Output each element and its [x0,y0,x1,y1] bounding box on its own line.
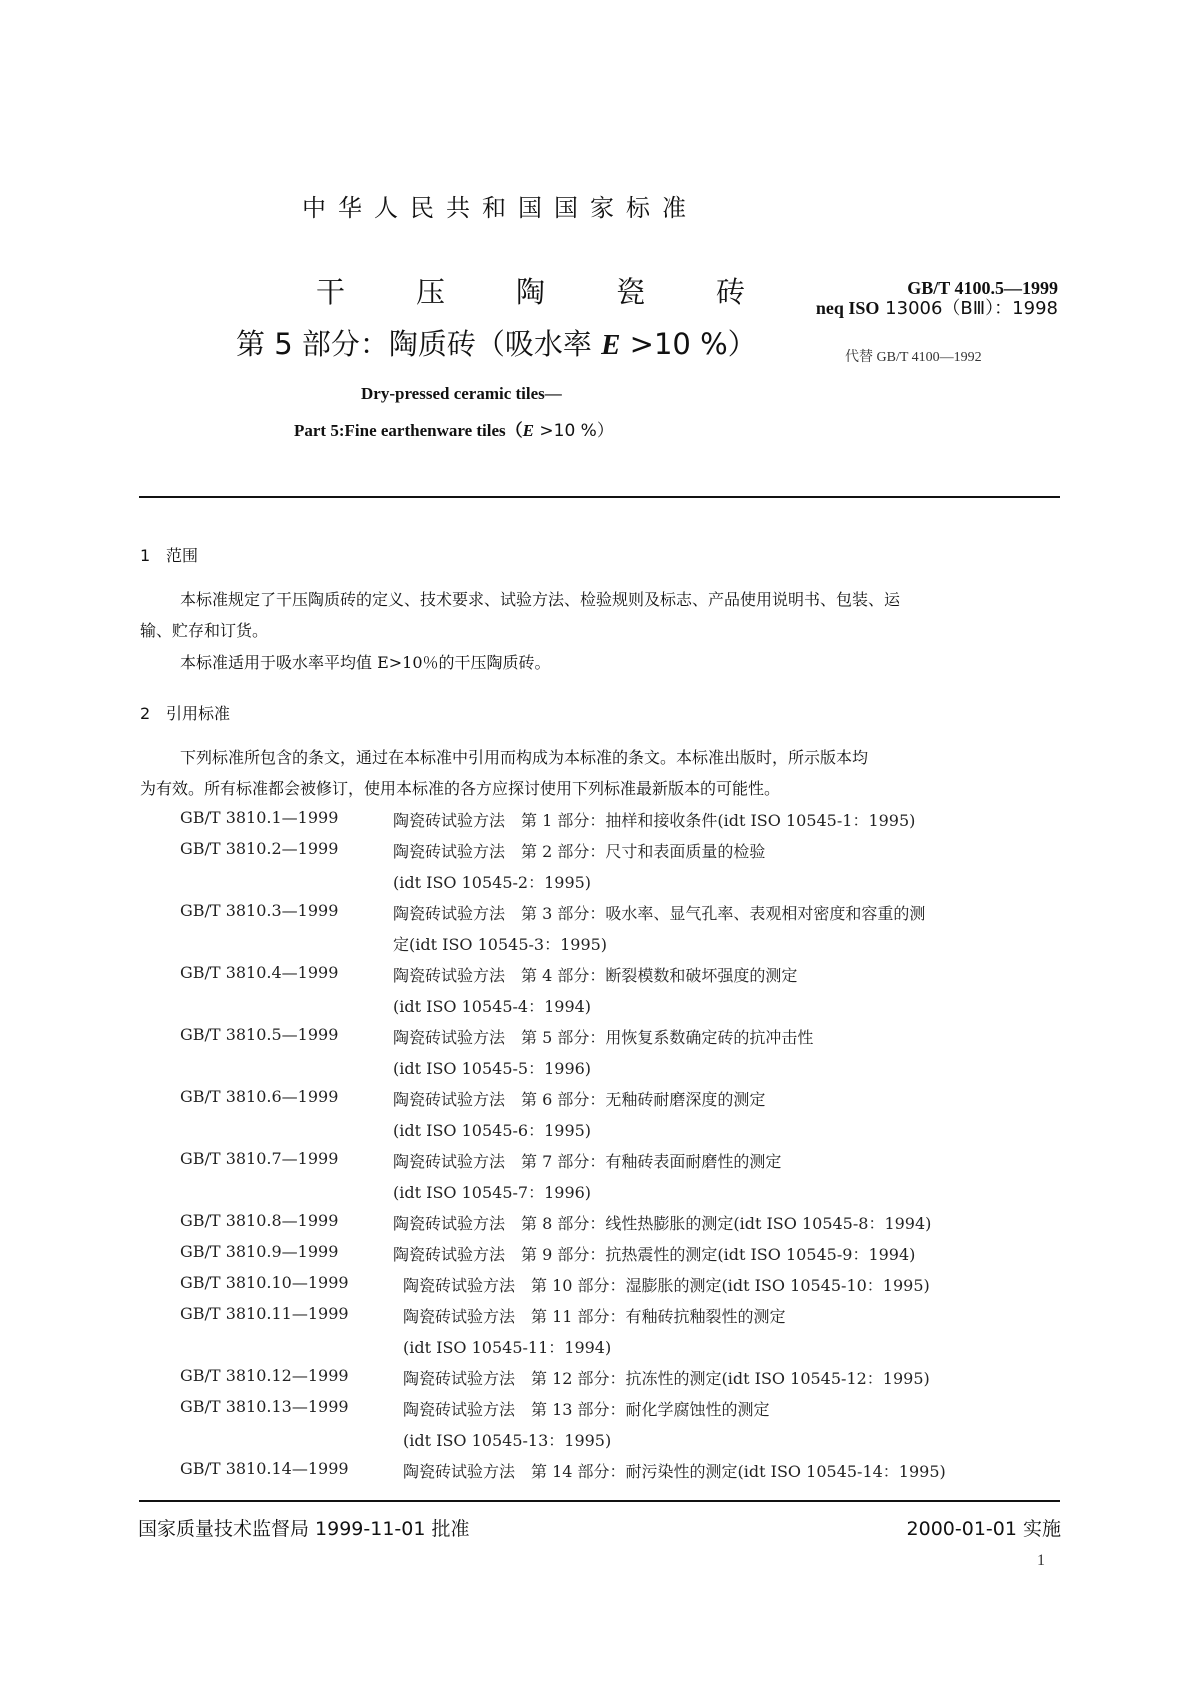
reference-item [180,963,798,985]
reference-description: 陶瓷砖试验方法 第 12 部分：抗冻性的测定(idt ISO 10545-12：1995) [403,1369,930,1388]
reference-code: GB/T 3810.10—1999 [180,1273,349,1292]
reference-description: (idt ISO 10545-4：1994) [393,997,592,1016]
section-heading-scope [140,543,198,566]
reference-item [180,1397,770,1419]
section-number: 1 [140,546,151,565]
paragraph: 本标准规定了干压陶质砖的定义、技术要求、试验方法、检验规则及标志、产品使用说明书、包装、运 [180,590,901,609]
reference-code: GB/T 3810.4—1999 [180,963,339,982]
title-char: 陶 [516,275,546,309]
standard-number: GB/T 4100.5—1999 [907,278,1058,298]
reference-description: 陶瓷砖试验方法 第 2 部分：尺寸和表面质量的检验 [393,842,766,861]
reference-item [180,839,766,861]
document-subtitle [236,322,757,363]
paragraph: 为有效。所有标准都会被修订，使用本标准的各方应探讨使用下列标准最新版本的可能性。 [140,779,781,798]
title-char: 压 [416,275,446,309]
reference-item [180,901,926,923]
header-divider [139,496,1060,498]
english-title-variable: E [522,421,534,440]
reference-code: GB/T 3810.12—1999 [180,1366,349,1385]
english-title-text: Part 5:Fine earthenware tiles（ [294,421,523,440]
title-char: 干 [316,275,346,309]
english-title-text-end: >10 %） [534,421,614,441]
section-title: 引用标准 [166,704,231,723]
reference-description: 陶瓷砖试验方法 第 7 部分：有釉砖表面耐磨性的测定 [393,1152,782,1171]
reference-code: GB/T 3810.8—1999 [180,1211,339,1230]
reference-description: 陶瓷砖试验方法 第 11 部分：有釉砖抗釉裂性的测定 [403,1307,786,1326]
document-title [316,270,745,311]
reference-description: 陶瓷砖试验方法 第 8 部分：线性热膨胀的测定(idt ISO 10545-8：1994) [393,1214,932,1233]
reference-code: GB/T 3810.5—1999 [180,1025,339,1044]
reference-code: GB/T 3810.3—1999 [180,901,339,920]
effective-date: 2000-01-01 实施 [906,1518,1061,1540]
reference-description: 陶瓷砖试验方法 第 14 部分：耐污染性的测定(idt ISO 10545-14：1995) [403,1462,946,1481]
subtitle-text: 第 5 部分：陶质砖（吸水率 [236,327,602,361]
reference-description: (idt ISO 10545-7：1996) [393,1183,592,1202]
section-title: 范围 [166,546,199,565]
reference-item [180,1366,930,1388]
title-char: 砖 [716,275,746,309]
section-heading-references [140,701,230,724]
reference-code: GB/T 3810.6—1999 [180,1087,339,1106]
neq-label: neq ISO [815,298,880,318]
reference-description: (idt ISO 10545-6：1995) [393,1121,592,1140]
reference-item [180,1242,916,1264]
section-number: 2 [140,704,151,723]
reference-description: 陶瓷砖试验方法 第 5 部分：用恢复系数确定砖的抗冲击性 [393,1028,814,1047]
reference-item [180,1304,786,1326]
reference-description: (idt ISO 10545-13：1995) [403,1431,612,1450]
page-number: 1 [1037,1552,1045,1569]
reference-description: (idt ISO 10545-2：1995) [393,873,592,892]
reference-item [180,1087,766,1109]
iso-number: 13006（BⅢ）：1998 [879,298,1058,319]
reference-description: 陶瓷砖试验方法 第 6 部分：无釉砖耐磨深度的测定 [393,1090,766,1109]
reference-code: GB/T 3810.9—1999 [180,1242,339,1261]
reference-description: 陶瓷砖试验方法 第 1 部分：抽样和接收条件(idt ISO 10545-1：1995) [393,811,916,830]
reference-item [180,1459,946,1481]
footer-divider [139,1500,1060,1502]
paragraph: 下列标准所包含的条文，通过在本标准中引用而构成为本标准的条文。本标准出版时，所示版本均 [180,748,869,767]
reference-description: 定(idt ISO 10545-3：1995) [393,935,608,954]
title-char: 瓷 [616,275,646,309]
subtitle-text-end: >10 %） [620,327,757,361]
equivalence-standard [816,298,1058,319]
english-title-line1: Dry-pressed ceramic tiles— [361,384,562,403]
reference-item [180,1273,930,1295]
reference-description: 陶瓷砖试验方法 第 9 部分：抗热震性的测定(idt ISO 10545-9：1994) [393,1245,916,1264]
paragraph: 本标准适用于吸水率平均值 E>10％的干压陶质砖。 [180,653,551,672]
reference-item [180,1149,782,1171]
subtitle-variable: E [601,329,621,361]
national-standard-heading: 中华人民共和国国家标准 [302,194,698,222]
reference-code: GB/T 3810.11—1999 [180,1304,349,1323]
reference-item [180,1211,932,1233]
reference-description: 陶瓷砖试验方法 第 10 部分：湿膨胀的测定(idt ISO 10545-10：1995) [403,1276,930,1295]
reference-code: GB/T 3810.13—1999 [180,1397,349,1416]
reference-description: (idt ISO 10545-5：1996) [393,1059,592,1078]
approval-date: 国家质量技术监督局 1999-11-01 批准 [138,1518,470,1540]
reference-code: GB/T 3810.2—1999 [180,839,339,858]
reference-code: GB/T 3810.7—1999 [180,1149,339,1168]
paragraph: 输、贮存和订货。 [140,621,269,640]
reference-description: (idt ISO 10545-11：1994) [403,1338,612,1357]
reference-item [180,808,916,830]
reference-description: 陶瓷砖试验方法 第 4 部分：断裂模数和破坏强度的测定 [393,966,798,985]
reference-description: 陶瓷砖试验方法 第 13 部分：耐化学腐蚀性的测定 [403,1400,770,1419]
standard-code-block [816,278,1058,319]
reference-code: GB/T 3810.14—1999 [180,1459,349,1478]
english-title-line2 [294,416,614,441]
replaces-note: 代替 GB/T 4100—1992 [845,350,982,365]
reference-code: GB/T 3810.1—1999 [180,808,339,827]
reference-description: 陶瓷砖试验方法 第 3 部分：吸水率、显气孔率、表观相对密度和容重的测 [393,904,926,923]
reference-item [180,1025,814,1047]
